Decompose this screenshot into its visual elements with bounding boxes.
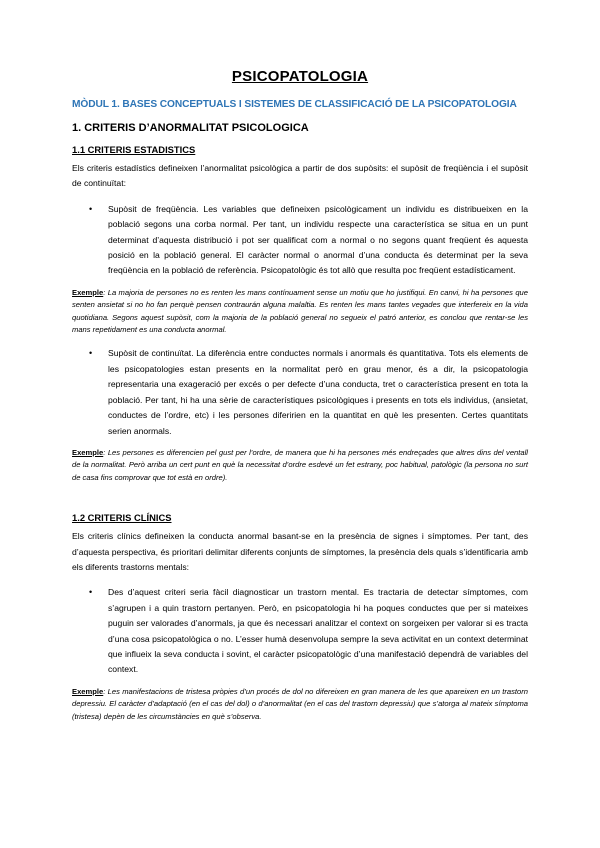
spacer	[72, 494, 528, 512]
example-label: Exemple	[72, 287, 104, 297]
bullet-frequency	[72, 202, 528, 279]
section-heading: 1. CRITERIS D’ANORMALITAT PSICOLOGICA	[72, 122, 309, 134]
example-frequency	[72, 287, 528, 337]
clinical-intro: Els criteris clínics defineixen la conducta anormal basant-se en la presència de signes i símptomes. Per tant, des d’aquesta perspectiva, és prioritari delimitar diferents conjunts de símptomes, la presència dels quals s’identificaria amb els diferents trastorns mentals:	[72, 531, 528, 572]
example-clinical	[72, 686, 528, 723]
bullet-frequency-text: Supòsit de freqüència. Les variables que defineixen psicològicament un individu es distribueixen en la població segons una corba normal. Per tant, un individu respecte una característica se situa en un punt determinat d’aquesta distribució i pot ser qualificat com a normal o no segons quant freqüent és aquesta posició en la població general. El caràcter normal o anormal d’una conducta és determinat per la seva freqüència en la població de referència. Psicopatològic és tot allò que resulta poc freqüent estadísticament.	[108, 203, 528, 276]
bullet-icon: •	[89, 203, 93, 214]
module-heading: MÒDUL 1. BASES CONCEPTUALS I SISTEMES DE CLASSIFICACIÓ DE LA PSICOPATOLOGIA	[72, 99, 517, 110]
bullet-clinical-text: Des d’aquest criteri seria fàcil diagnosticar un trastorn mental. Es tractaria de detectar símptomes, com s’agrupen i a quin trastorn pertanyen. Però, en psicopatologia hi ha poques conductes que per si mateixes puguin ser valorades d’anormals, ja que és necessari analitzar el context on sorgeixen per valorar si es tracta d’una cosa psicopatològica o no. L’esser humà desenvolupa sempre la seva activitat en un context determinat que influeix la seva conducta i sovint, el caràcter psicopatològic d’una manifestació dependrà de variables del context.	[108, 587, 528, 675]
bullet-icon: •	[89, 587, 93, 598]
example-continuity-text: : Les persones es diferencien pel gust per l’ordre, de manera que hi ha persones més endreçades que altres dins del ventall de la normalitat. Però arriba un cert punt en què la necessitat d’ordre esdevé un fet estrany, poc habitual, patològic (la persona no surt de casa fins comprovar que tot està en ordre).	[72, 447, 528, 482]
example-frequency-text: : La majoria de persones no es renten les mans contínuament sense un motiu que ho justifiqui. En canvi, hi ha persones que senten ansietat si no ho fan perquè pensen contraurán alguna malaltia. Es renten les mans tantes vegades que interfereix en la vida quotidiana. Segons aquest supòsit, com la majoria de la població general no segueix el patró anterior, es conclou que rentar-se les mans repetidament es una conducta anormal.	[72, 287, 528, 335]
statistical-intro: Els criteris estadístics defineixen l’anormalitat psicològica a partir de dos supòsits: el supòsit de freqüència i el supòsit de continuïtat:	[72, 163, 528, 189]
example-label: Exemple	[72, 447, 104, 457]
document-title: PSICOPATOLOGIA	[231, 68, 369, 85]
bullet-icon: •	[89, 348, 93, 359]
subsection-heading-clinical: 1.2 CRITERIS CLÍNICS	[72, 512, 172, 524]
bullet-continuity	[72, 346, 528, 438]
example-label: Exemple	[72, 686, 104, 696]
bullet-continuity-text: Supòsit de continuïtat. La diferència entre conductes normals i anormals és quantitativa. Tots els elements de les psicopatologies estan presents en la normalitat però en grau menor, és a dir, la psicopatologia representaria una exageració per excés o per defecte d’una conducta, tret o característica present en tota la població. Per tant, hi ha una sèrie de característiques psicològiques i presents en tots els individus, (ansietat, conductes de l’ordre, etc) i les persones diferirien en la quantitat en què les presenten. Certes quantitats serien anormals.	[108, 348, 528, 436]
example-clinical-text: : Les manifestacions de tristesa pròpies d’un procés de dol no difereixen en gran manera de les que apareixen en un trastorn depressiu. El caràcter d’adaptació (en el cas del dol) o d’anormalitat (en el cas del trastorn depressiu) que s’atorga al mateix símptoma (tristesa) depèn de les circumstàncies en què s’observa.	[72, 686, 528, 721]
example-continuity	[72, 447, 528, 484]
subsection-heading-statistical: 1.1 CRITERIS ESTADISTICS	[72, 144, 196, 155]
bullet-clinical	[72, 585, 528, 677]
